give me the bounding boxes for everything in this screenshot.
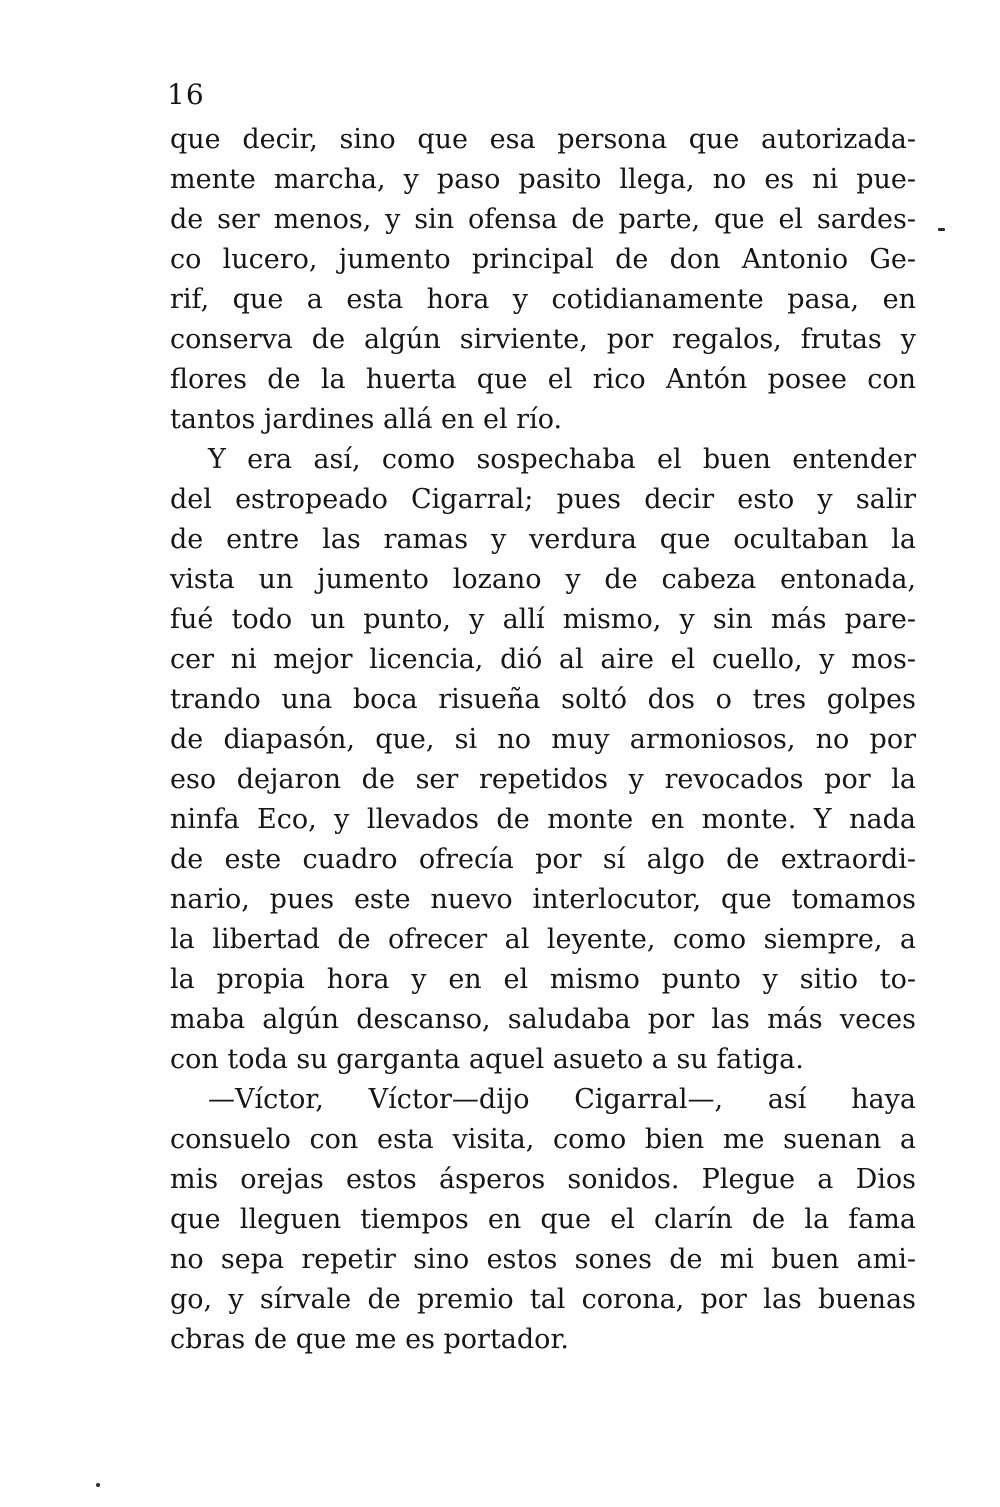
text-line: fué todo un punto, y allí mismo, y sin más pare- [170,604,916,635]
paragraph [170,1080,916,1360]
text-line: flores de la huerta que el rico Antón posee con [170,364,916,395]
text-line: de diapasón, que, si no muy armoniosos, no por [170,724,916,755]
text-line: nario, pues este nuevo interlocutor, que tomamos [170,884,916,915]
text-block [170,120,916,1360]
scan-speck [96,1483,100,1487]
text-line: no sepa repetir sino estos sones de mi buen ami- [170,1244,916,1275]
page-number: 16 [167,78,205,111]
text-line: cer ni mejor licencia, dió al aire el cuello, y mos- [170,644,916,675]
scan-speck [938,228,945,231]
paragraph [170,440,916,1080]
text-line: maba algún descanso, saludaba por las más veces [170,1004,916,1035]
text-line: vista un jumento lozano y de cabeza entonada, [170,564,916,595]
text-line: la libertad de ofrecer al leyente, como siempre, a [170,924,916,955]
text-line: ninfa Eco, y llevados de monte en monte. Y nada [170,804,916,835]
text-line: que decir, sino que esa persona que autorizada- [170,124,916,155]
text-line: conserva de algún sirviente, por regalos, frutas y [170,324,916,355]
text-line: eso dejaron de ser repetidos y revocados por la [170,764,916,795]
text-line: mente marcha, y paso pasito llega, no es ni pue- [170,164,916,195]
text-line: consuelo con esta visita, como bien me suenan a [170,1124,916,1155]
text-line: cbras de que me es portador. [170,1324,569,1355]
text-line: co lucero, jumento principal de don Antonio Ge- [170,244,916,275]
text-line: rif, que a esta hora y cotidianamente pasa, en [170,284,916,315]
text-line: del estropeado Cigarral; pues decir esto y salir [170,484,916,515]
text-line: de ser menos, y sin ofensa de parte, que el sardes- [170,204,916,235]
text-line: mis orejas estos ásperos sonidos. Plegue a Dios [170,1164,916,1195]
text-line: tantos jardines allá en el río. [170,404,563,435]
text-line: go, y sírvale de premio tal corona, por las buenas [170,1284,916,1315]
text-line: Y era así, como sospechaba el buen entender [208,444,916,475]
text-line: de este cuadro ofrecía por sí algo de extraordi- [170,844,916,875]
text-line: que lleguen tiempos en que el clarín de la fama [170,1204,916,1235]
text-line: de entre las ramas y verdura que ocultaban la [170,524,916,555]
text-line: la propia hora y en el mismo punto y sitio to- [170,964,916,995]
paragraph [170,120,916,440]
text-line: —Víctor, Víctor—dijo Cigarral—, así haya [208,1084,916,1115]
text-line: con toda su garganta aquel asueto a su fatiga. [170,1044,804,1075]
text-line: trando una boca risueña soltó dos o tres golpes [170,684,916,715]
